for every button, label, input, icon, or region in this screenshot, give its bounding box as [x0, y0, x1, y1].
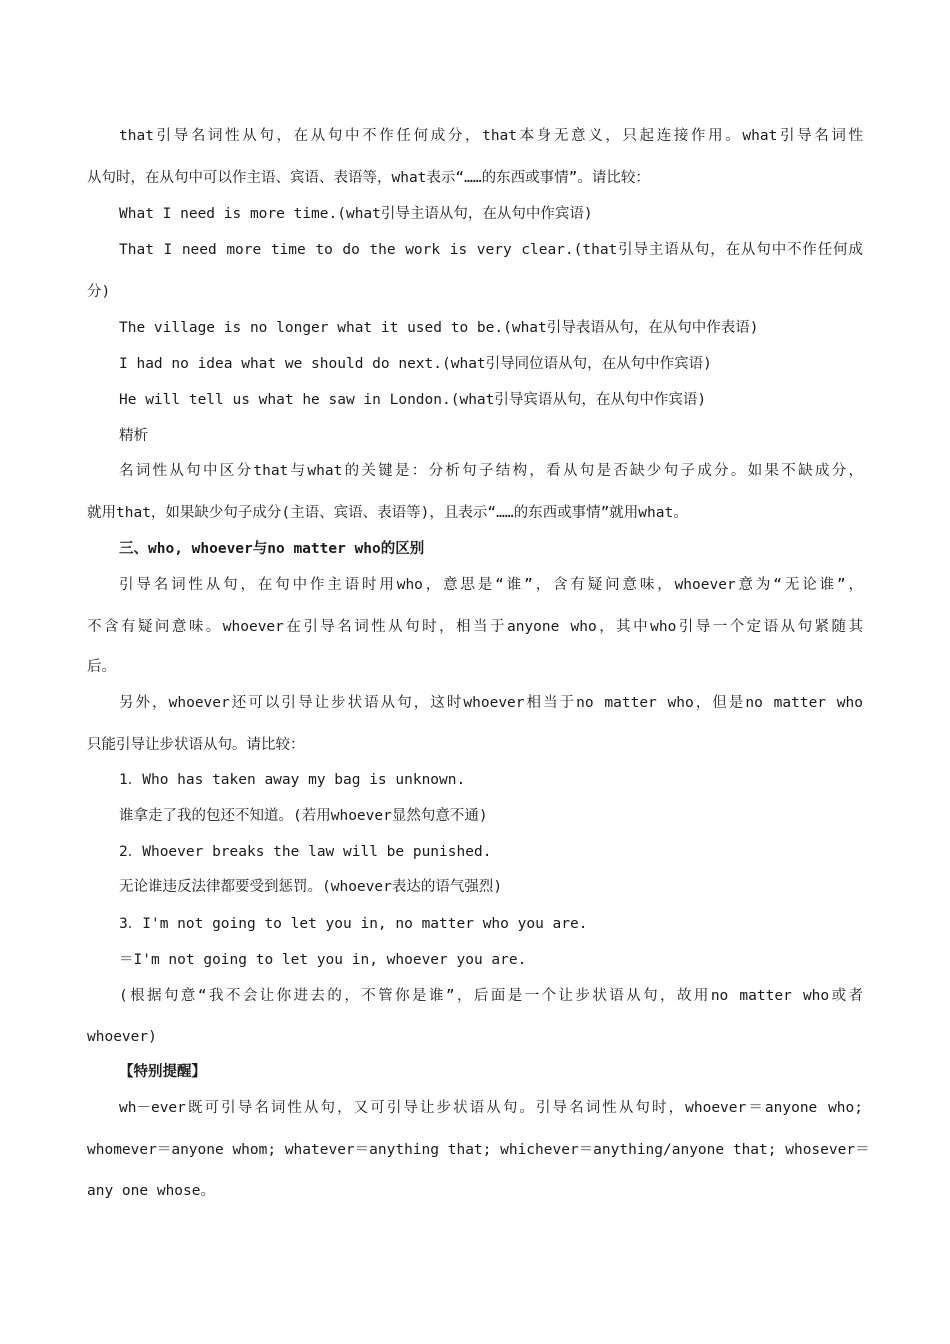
subheading: 精析 — [119, 428, 148, 444]
example-line: 3．I'm not going to let you in, no matter who you are. — [119, 916, 588, 932]
example-line: What I need is more time.(what引导主语从句，在从句中作宾语) — [119, 206, 593, 222]
paragraph-line: 后。 — [87, 659, 116, 675]
callout-heading: 【特别提醒】 — [119, 1064, 206, 1080]
paragraph-line: 就用that，如果缺少句子成分(主语、宾语、表语等)，且表示“……的东西或事情”就用what。 — [87, 505, 688, 521]
example-line: 2．Whoever breaks the law will be punished. — [119, 844, 492, 860]
paragraph-line: any one whose。 — [87, 1183, 215, 1199]
paragraph-line: wh－ever既可引导名词性从句，又可引导让步状语从句。引导名词性从句时，whoever＝anyone who; — [119, 1100, 863, 1116]
paragraph-line: 从句时，在从句中可以作主语、宾语、表语等，what表示“……的东西或事情”。请比较： — [87, 170, 650, 186]
paragraph-line: 名词性从句中区分that与what的关键是：分析句子结构，看从句是否缺少句子成分。如果不缺成分， — [119, 463, 863, 479]
example-line: 分) — [87, 284, 111, 300]
example-line: I had no idea what we should do next.(what引导同位语从句，在从句中作宾语) — [119, 356, 712, 372]
paragraph-line: (根据句意“我不会让你进去的，不管你是谁”，后面是一个让步状语从句，故用no matter who或者 — [119, 988, 863, 1004]
paragraph-line: whomever＝anyone whom; whatever＝anything that; whichever＝anything/anyone that; whosever＝ — [87, 1142, 870, 1158]
example-line: He will tell us what he saw in London.(what引导宾语从句，在从句中作宾语) — [119, 392, 707, 408]
section-heading: 三、who, whoever与no matter who的区别 — [119, 541, 425, 557]
example-line: That I need more time to do the work is very clear.(that引导主语从句，在从句中不作任何成 — [119, 242, 863, 258]
paragraph-line: 只能引导让步状语从句。请比较： — [87, 737, 305, 753]
paragraph-line: that引导名词性从句，在从句中不作任何成分，that本身无意义，只起连接作用。what引导名词性 — [119, 128, 863, 144]
example-line: 1．Who has taken away my bag is unknown. — [119, 772, 466, 788]
example-line: The village is no longer what it used to be.(what引导表语从句，在从句中作表语) — [119, 320, 759, 336]
paragraph-line: 不含有疑问意味。whoever在引导名词性从句时，相当于anyone who，其中who引导一个定语从句紧随其 — [87, 619, 863, 635]
example-translation: 谁拿走了我的包还不知道。(若用whoever显然句意不通) — [119, 808, 488, 824]
example-line: ＝I'm not going to let you in, whoever you are. — [119, 952, 527, 968]
example-translation: 无论谁违反法律都要受到惩罚。(whoever表达的语气强烈) — [119, 879, 503, 895]
paragraph-line: 引导名词性从句，在句中作主语时用who，意思是“谁”，含有疑问意味，whoever意为“无论谁”， — [119, 577, 863, 593]
paragraph-line: whoever) — [87, 1029, 157, 1045]
paragraph-line: 另外，whoever还可以引导让步状语从句，这时whoever相当于no matter who，但是no matter who — [119, 695, 863, 711]
